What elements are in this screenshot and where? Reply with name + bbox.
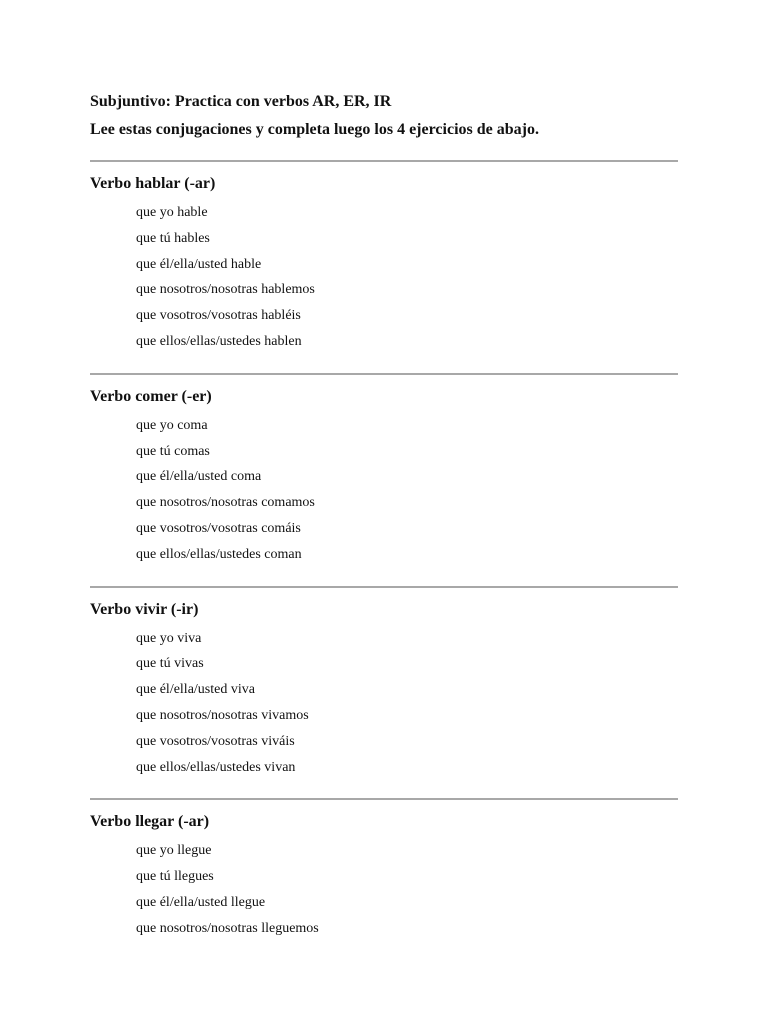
conjugation-item: que tú hables (136, 230, 210, 246)
conjugation-item: que tú vivas (136, 656, 204, 672)
conjugation-item: que nosotros/nosotras lleguemos (136, 920, 319, 936)
conjugation-item: que ellos/ellas/ustedes vivan (136, 759, 296, 775)
conjugation-list (90, 200, 678, 355)
conjugation-item: que vosotros/vosotras viváis (136, 733, 295, 749)
conjugation-item: que tú llegues (136, 869, 214, 885)
conjugation-item: que yo coma (136, 417, 208, 433)
conjugation-list (90, 838, 678, 941)
document-title: Subjuntivo: Practica con verbos AR, ER, IR (90, 93, 392, 110)
section-title: Verbo llegar (-ar) (90, 813, 210, 831)
conjugation-item: que nosotros/nosotras hablemos (136, 282, 315, 298)
section-title: Verbo comer (-er) (90, 387, 212, 405)
conjugation-item: que ellos/ellas/ustedes hablen (136, 333, 302, 349)
section-hablar (90, 160, 678, 355)
conjugation-item: que tú comas (136, 443, 210, 459)
section-comer (90, 373, 678, 568)
conjugation-item: que él/ella/usted llegue (136, 894, 266, 910)
section-title: Verbo vivir (-ir) (90, 600, 199, 618)
conjugation-item: que ellos/ellas/ustedes coman (136, 546, 302, 562)
conjugation-item: que nosotros/nosotras comamos (136, 495, 315, 511)
conjugation-item: que vosotros/vosotras comáis (136, 520, 301, 536)
section-vivir (90, 586, 678, 781)
conjugation-item: que él/ella/usted hable (136, 256, 262, 272)
conjugation-item: que yo hable (136, 205, 208, 220)
conjugation-list (90, 626, 678, 781)
document-intro: Lee estas conjugaciones y completa luego los 4 ejercicios de abajo. (90, 121, 539, 138)
conjugation-item: que nosotros/nosotras vivamos (136, 707, 309, 723)
conjugation-item: que yo llegue (136, 843, 212, 859)
conjugation-item: que él/ella/usted viva (136, 682, 255, 698)
conjugation-list (90, 413, 678, 568)
conjugation-item: que yo viva (136, 630, 202, 646)
conjugation-item: que él/ella/usted coma (136, 469, 262, 485)
section-llegar (90, 798, 678, 941)
section-title: Verbo hablar (-ar) (90, 175, 216, 192)
conjugation-item: que vosotros/vosotras habléis (136, 308, 301, 324)
